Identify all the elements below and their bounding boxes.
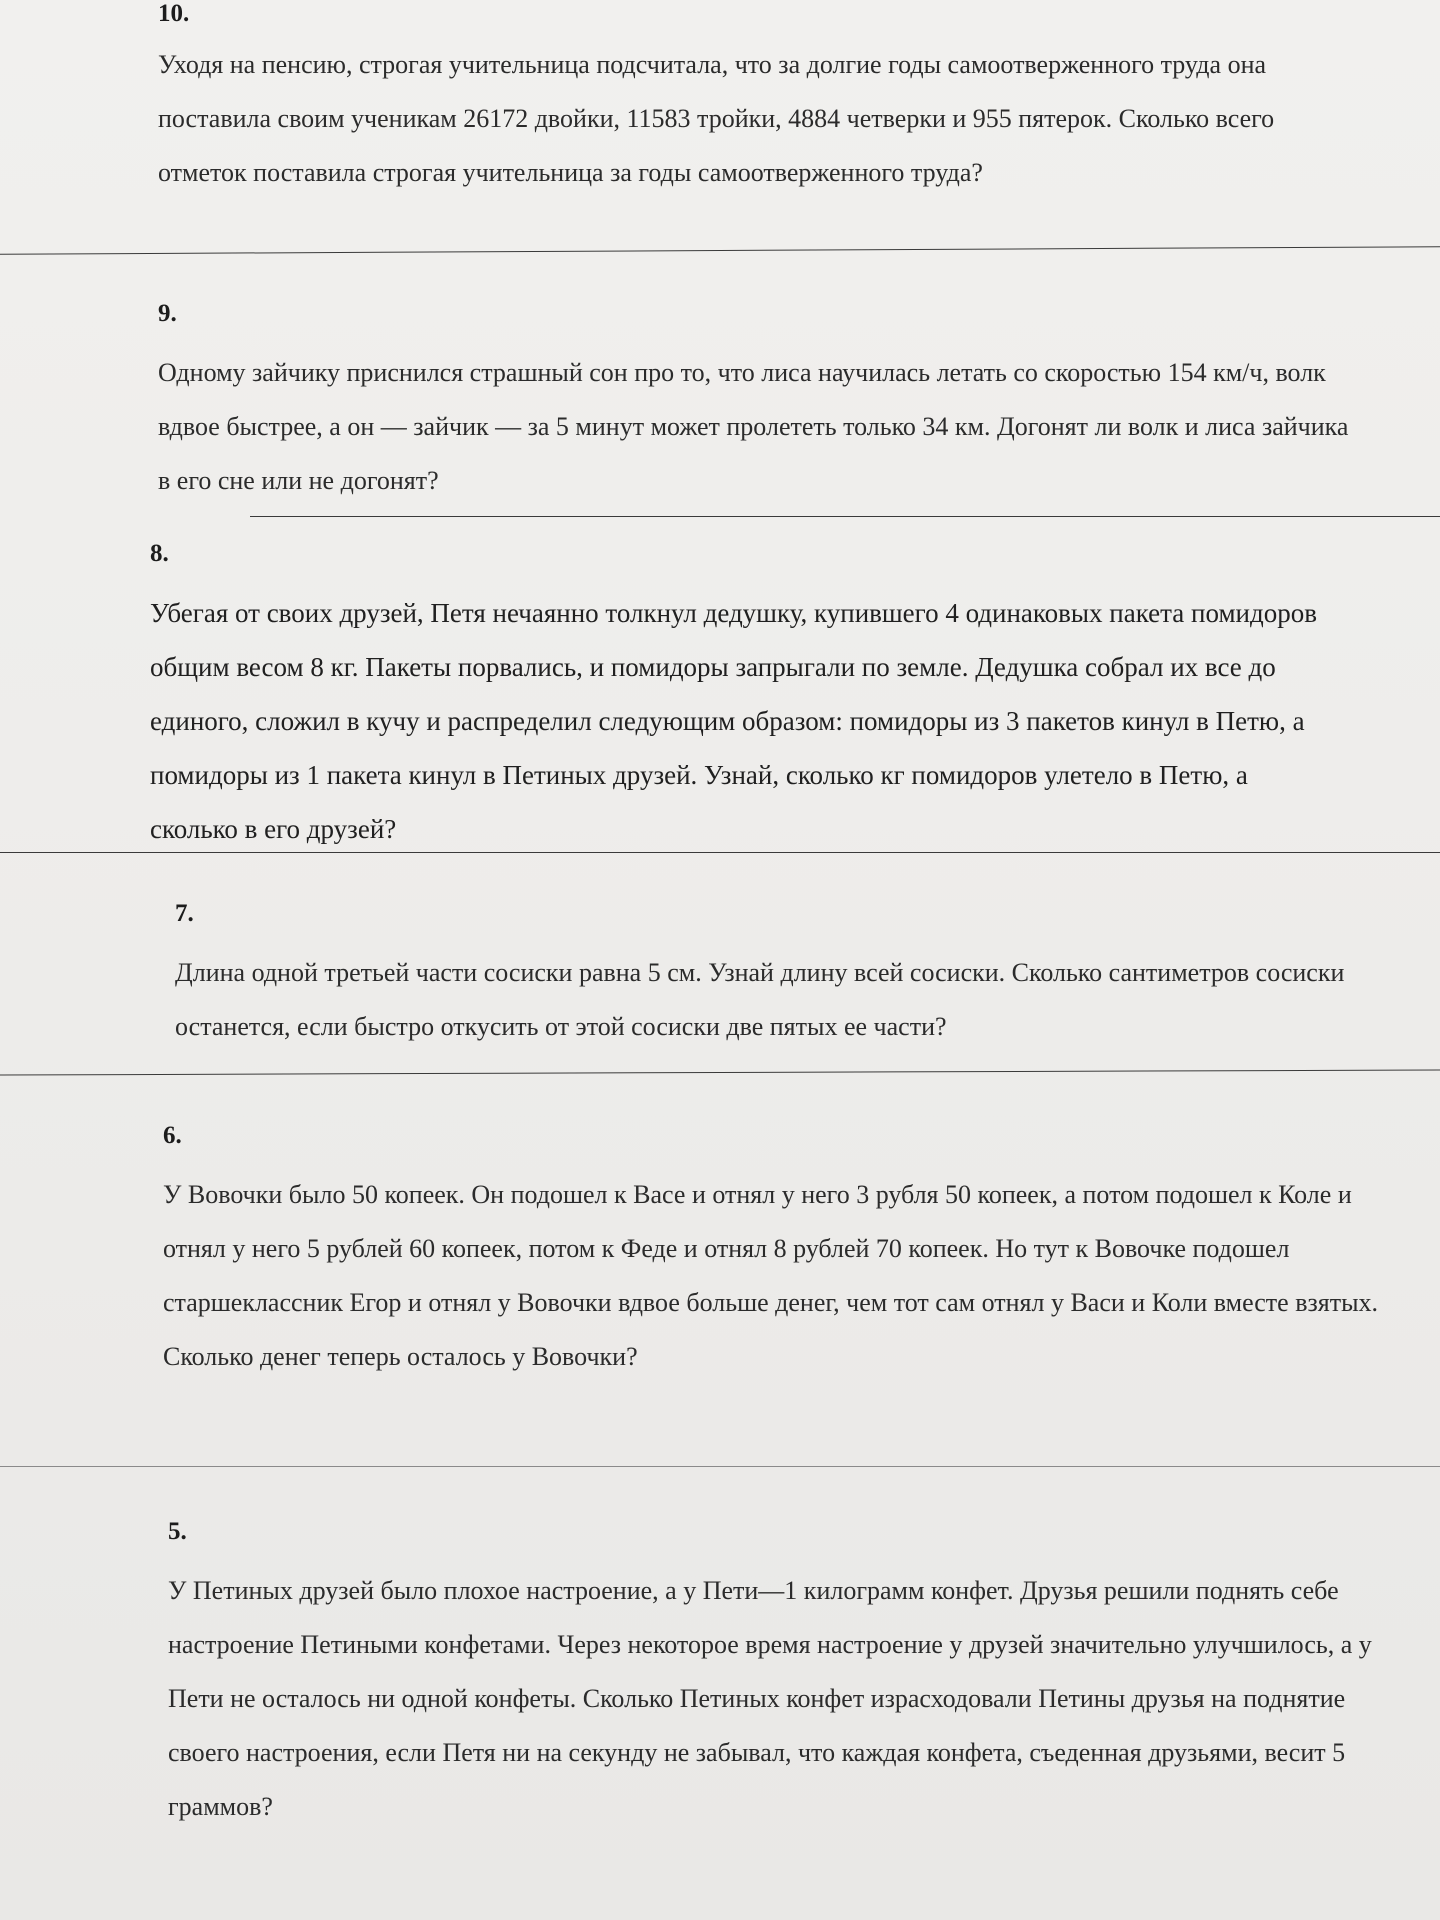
separator-line <box>250 516 1440 517</box>
separator-line <box>0 1069 1440 1075</box>
problem-text: Одному зайчику приснился страшный сон про то, что лиса научилась летать со скоростью 154 км/ч, волк вдвое быстрее, а он — зайчик — за 5 минут может пролететь только 34 км. Догонят ли волк и лиса зайчика в его сне или не догонят? <box>158 358 1349 495</box>
problem-text: Длина одной третьей части сосиски равна 5 см. Узнай длину всей сосиски. Сколько сантиметров сосиски останется, если быстро откусить от этой сосиски две пятых ее части? <box>175 958 1345 1041</box>
problem-number: 6. <box>163 1122 182 1149</box>
separator-line <box>0 852 1440 853</box>
problem-number: 9. <box>158 300 177 327</box>
problem-10 <box>158 0 1358 200</box>
problem-text: Убегая от своих друзей, Петя нечаянно толкнул дедушку, купившего 4 одинаковых пакета помидоров общим весом 8 кг. Пакеты порвались, и помидоры запрыгали по земле. Дедушка собрал их все до единого, сложил в кучу и распределил следующим образом: помидоры из 3 пакетов кинул в Петю, а помидоры из 1 пакета кинул в Петиных друзей. Узнай, сколько кг помидоров улетело в Петю, а сколько в его друзей? <box>150 598 1317 844</box>
separator-line <box>0 246 1440 255</box>
problem-text: У Вовочки было 50 копеек. Он подошел к Васе и отнял у него 3 рубля 50 копеек, а потом подошел к Коле и отнял у него 5 рублей 60 копеек, потом к Феде и отнял 8 рублей 70 копеек. Но тут к Вовочке подошел старшеклассник Егор и отнял у Вовочки вдвое больше денег, чем тот сам отнял у Васи и Коли вместе взятых. Сколько денег теперь осталось у Вовочки? <box>163 1180 1379 1371</box>
separator-line <box>0 1466 1440 1467</box>
problem-number: 10. <box>158 0 190 27</box>
problem-text: У Петиных друзей было плохое настроение, а у Пети—1 килограмм конфет. Друзья решили поднять себе настроение Петиными конфетами. Через некоторое время настроение у друзей значительно улучшилось, а у Пети не осталось ни одной конфеты. Сколько Петиных конфет израсходовали Петины друзья на поднятие своего настроения, если Петя ни на секунду не забывал, что каждая конфета, съеденная друзьями, весит 5 граммов? <box>168 1576 1372 1821</box>
problem-5 <box>168 1518 1378 1834</box>
problem-6 <box>163 1122 1383 1384</box>
problem-number: 5. <box>168 1518 187 1545</box>
problem-number: 7. <box>175 900 194 927</box>
problem-8 <box>150 540 1330 856</box>
problem-7 <box>175 900 1395 1054</box>
problem-number: 8. <box>150 540 169 567</box>
problem-9 <box>158 300 1358 508</box>
problem-text: Уходя на пенсию, строгая учительница подсчитала, что за долгие годы самоотверженного труда она поставила своим ученикам 26172 двойки, 11583 тройки, 4884 четверки и 955 пятерок. Сколько всего отметок поставила строгая учительница за годы самоотверженного труда? <box>158 50 1275 187</box>
